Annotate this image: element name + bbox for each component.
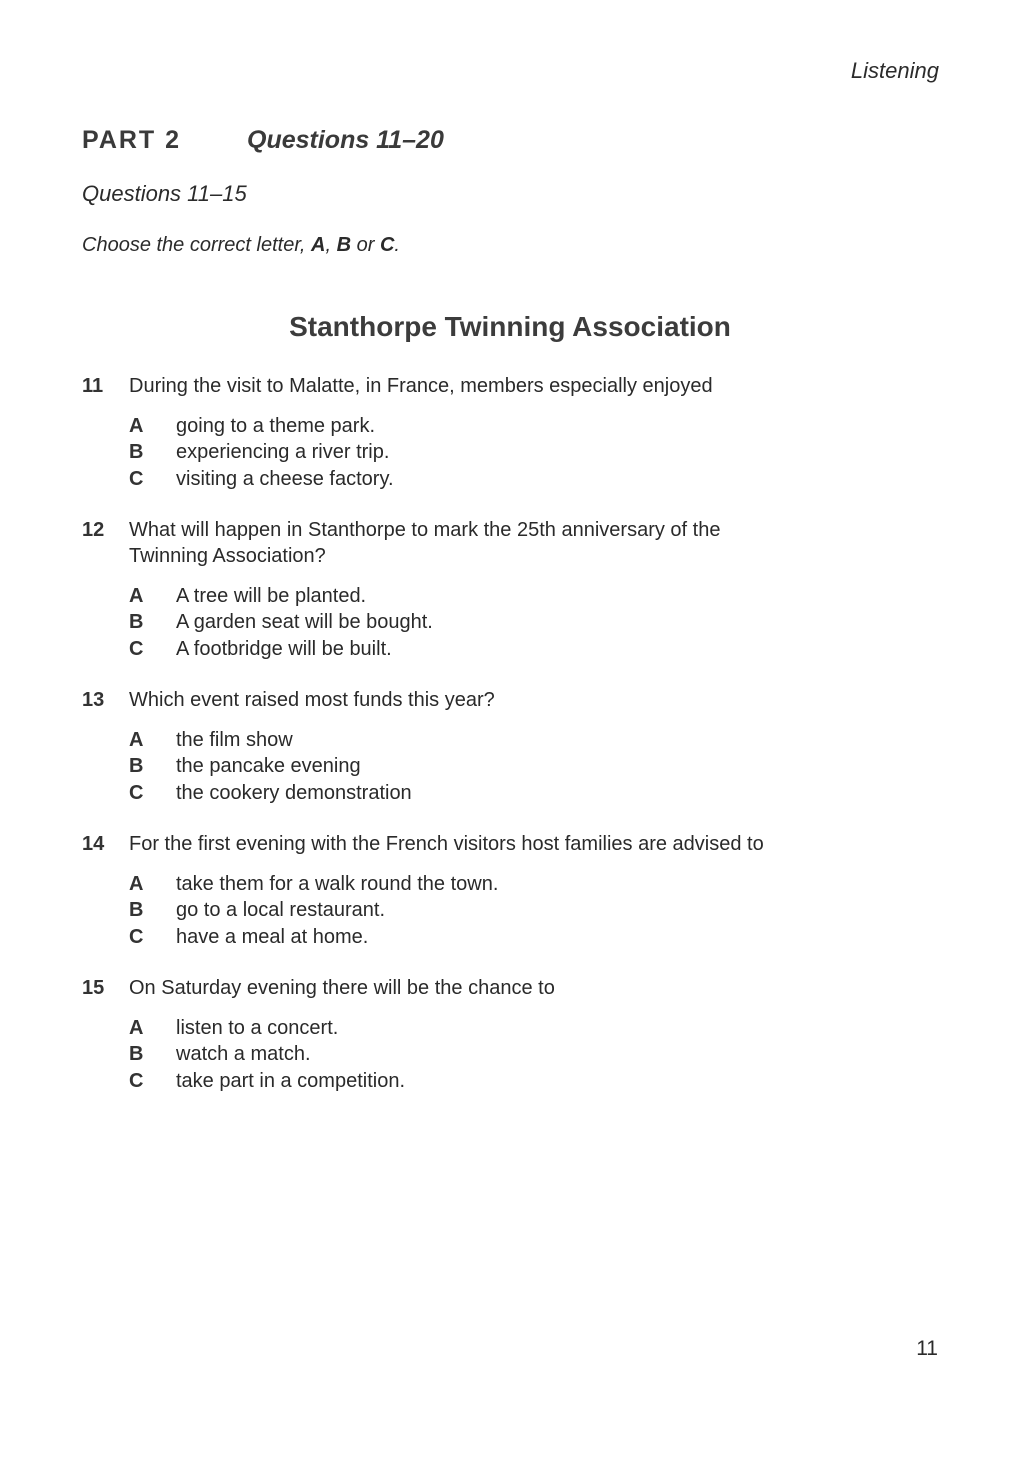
option-text: take them for a walk round the town.	[176, 873, 499, 895]
instruction-letter-a: A	[311, 234, 326, 256]
option-letter: C	[129, 781, 144, 804]
document-title: Stanthorpe Twinning Association	[289, 311, 731, 342]
option-a[interactable]	[129, 413, 842, 439]
option-letter: A	[129, 1017, 144, 1039]
question-number: 15	[82, 977, 105, 999]
option-a[interactable]	[129, 1015, 842, 1041]
option-letter: C	[129, 925, 144, 948]
options-list	[129, 413, 842, 492]
part-range: Questions 11–20	[247, 126, 444, 154]
options-list	[129, 583, 782, 662]
option-text: the pancake evening	[176, 755, 361, 778]
instruction-sep-2: or	[351, 234, 380, 256]
option-letter: B	[129, 1043, 144, 1066]
option-text: the cookery demonstration	[176, 781, 412, 804]
instruction-prefix: Choose the correct letter,	[82, 234, 312, 256]
option-b[interactable]	[129, 609, 782, 635]
question-number: 14	[82, 833, 105, 855]
option-letter: A	[129, 415, 144, 437]
question-11	[82, 373, 842, 492]
question-text: Which event raised most funds this year?	[129, 689, 495, 711]
instruction-text	[82, 234, 400, 257]
option-letter: A	[129, 873, 144, 895]
option-letter: C	[129, 467, 144, 490]
option-text: take part in a competition.	[176, 1069, 406, 1092]
option-c[interactable]	[129, 466, 842, 492]
page-number: 11	[916, 1337, 938, 1360]
option-text: listen to a concert.	[176, 1017, 339, 1039]
option-text: have a meal at home.	[176, 925, 369, 948]
question-14	[82, 831, 882, 950]
option-letter: C	[129, 637, 144, 660]
option-text: go to a local restaurant.	[176, 899, 386, 922]
question-number: 12	[82, 519, 105, 541]
subsection-range: Questions 11–15	[82, 181, 247, 206]
option-b[interactable]	[129, 1041, 842, 1067]
option-text: A footbridge will be built.	[176, 637, 392, 660]
option-letter: B	[129, 611, 144, 634]
option-text: A tree will be planted.	[176, 585, 367, 607]
option-a[interactable]	[129, 727, 842, 753]
instruction-letter-c: C	[379, 234, 395, 256]
instruction-suffix: .	[394, 234, 400, 256]
option-b[interactable]	[129, 753, 842, 779]
option-letter: B	[129, 441, 144, 464]
option-text: A garden seat will be bought.	[176, 611, 433, 634]
instruction-letter-b: B	[336, 234, 352, 256]
option-c[interactable]	[129, 636, 782, 662]
option-letter: A	[129, 585, 144, 607]
option-b[interactable]	[129, 439, 842, 465]
question-number: 13	[82, 689, 105, 711]
options-list	[129, 727, 842, 806]
question-text: What will happen in Stanthorpe to mark the 25th anniversary of the Twinning Association?	[129, 519, 721, 567]
option-text: going to a theme park.	[176, 415, 376, 437]
option-c[interactable]	[129, 1068, 842, 1094]
option-text: the film show	[176, 729, 293, 751]
question-text: For the first evening with the French visitors host families are advised to	[129, 833, 764, 855]
part-label: PART 2	[82, 126, 182, 154]
section-header: Listening	[850, 58, 939, 83]
option-c[interactable]	[129, 924, 882, 950]
option-a[interactable]	[129, 583, 782, 609]
question-text: On Saturday evening there will be the chance to	[129, 977, 555, 999]
question-13	[82, 687, 842, 806]
option-a[interactable]	[129, 871, 882, 897]
option-text: visiting a cheese factory.	[176, 467, 394, 490]
option-letter: A	[129, 729, 144, 751]
options-list	[129, 1015, 842, 1094]
option-b[interactable]	[129, 897, 882, 923]
question-text: During the visit to Malatte, in France, members especially enjoyed	[129, 375, 713, 397]
option-letter: B	[129, 755, 144, 778]
option-text: experiencing a river trip.	[176, 441, 390, 464]
instruction-sep-1: ,	[325, 234, 337, 256]
options-list	[129, 871, 882, 950]
question-15	[82, 975, 842, 1094]
option-c[interactable]	[129, 780, 842, 806]
option-letter: B	[129, 899, 144, 922]
option-letter: C	[129, 1069, 144, 1092]
question-number: 11	[82, 375, 104, 397]
option-text: watch a match.	[176, 1043, 311, 1066]
part-heading	[82, 126, 444, 155]
question-12	[82, 517, 782, 662]
